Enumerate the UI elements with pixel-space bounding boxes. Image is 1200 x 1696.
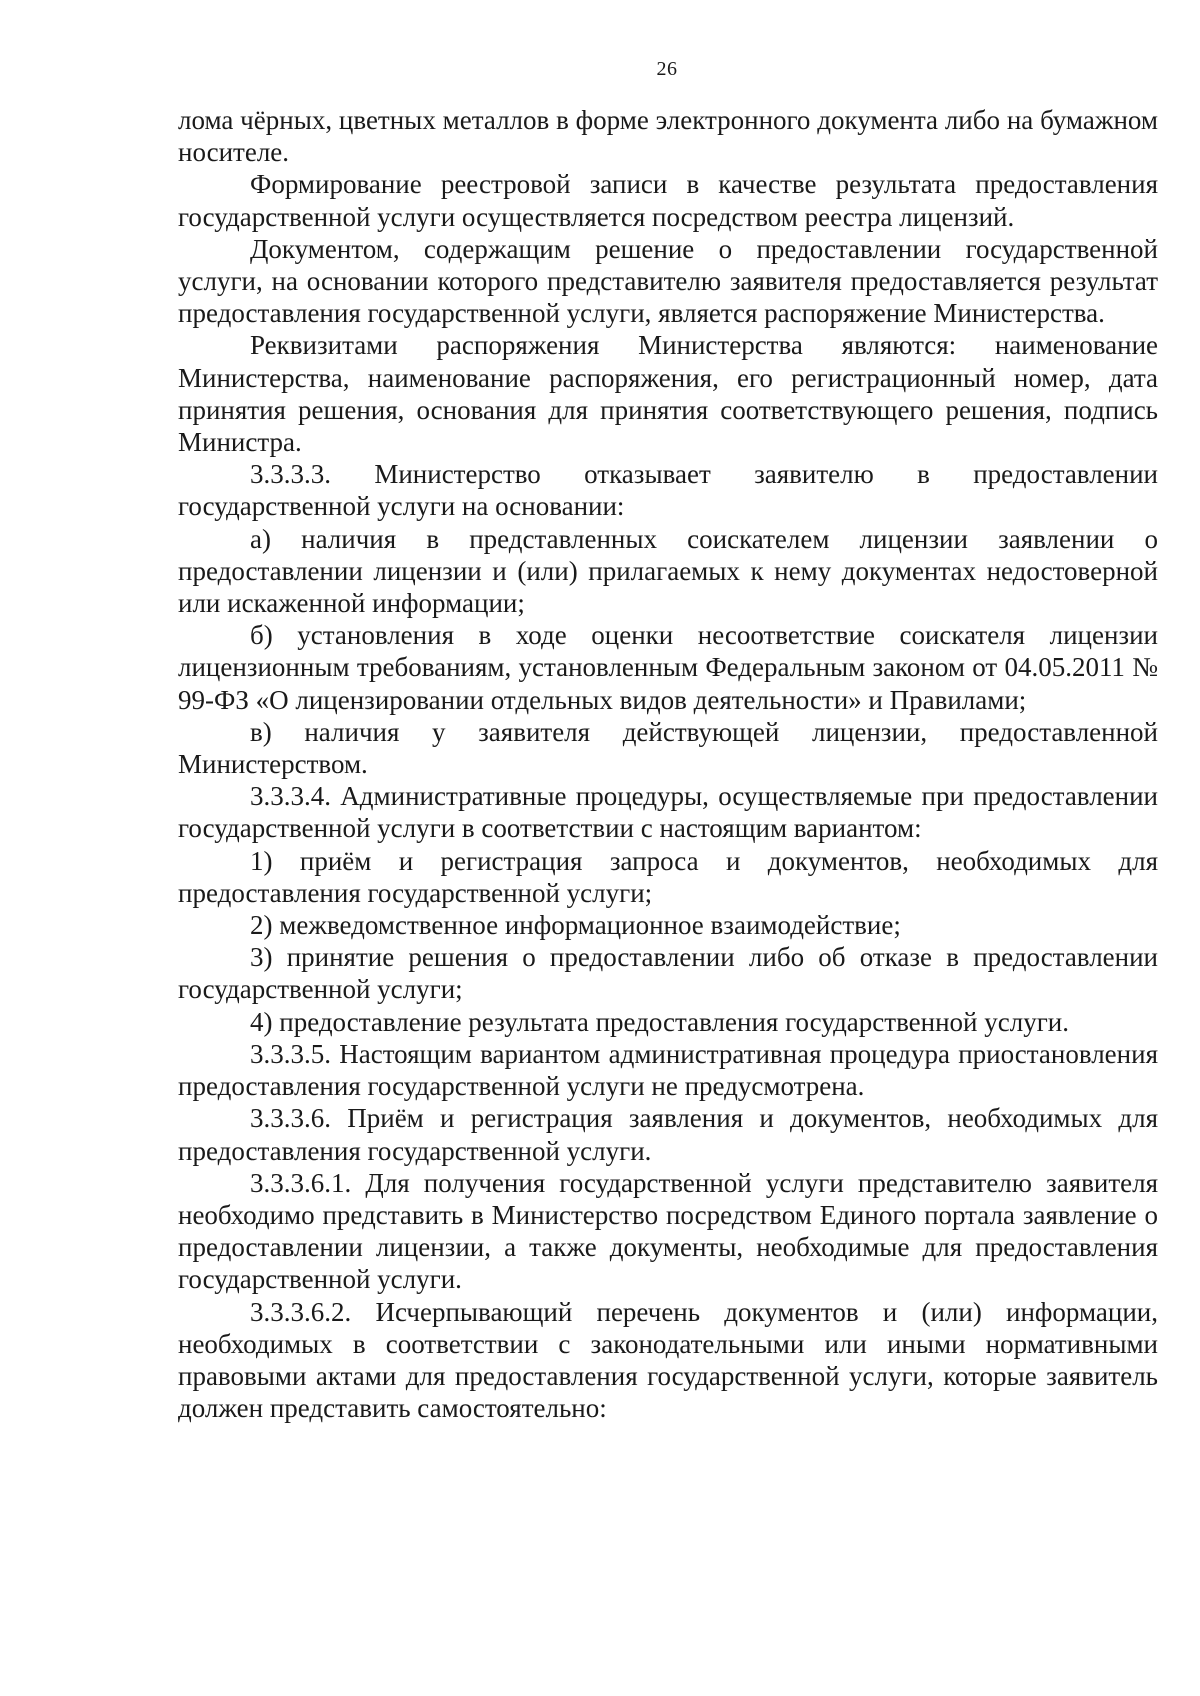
list-item-2: 2) межведомственное информационное взаимодействие;	[250, 910, 901, 941]
list-item-a: а) наличия в представленных соискателем лицензии заявлении о предоставлении лицензии и (или) прилагаемых к нему документах недостоверной или искаженной информации;	[178, 523, 1158, 619]
page-number: 26	[656, 58, 678, 80]
paragraph-3-3-3-6-1: 3.3.3.6.1. Для получения государственной услуги представителю заявителя необходимо представить в Министерство посредством Единого портала заявление о предоставлении лицензии, а также документы, необходимые для предоставления государственной услуги.	[178, 1167, 1158, 1295]
list-item-1: 1) приём и регистрация запроса и документов, необходимых для предоставления государственной услуги;	[178, 845, 1158, 908]
paragraph-3-3-3-4: 3.3.3.4. Административные процедуры, осуществляемые при предоставлении государственной услуги в соответствии с настоящим вариантом:	[178, 781, 1158, 844]
paragraph-3-3-3-6: 3.3.3.6. Приём и регистрация заявления и документов, необходимых для предоставления государственной услуги.	[178, 1103, 1158, 1166]
list-item-b: б) установления в ходе оценки несоответствие соискателя лицензии лицензионным требованиям, установленным Федеральным законом от 04.05.2011 № 99-ФЗ «О лицензировании отдельных видов деятельности» и Правилами;	[178, 620, 1158, 715]
paragraph-3-3-3-5: 3.3.3.5. Настоящим вариантом административная процедура приостановления предоставления государственной услуги не предусмотрена.	[178, 1038, 1158, 1102]
paragraph-3-3-3-6-2: 3.3.3.6.2. Исчерпывающий перечень документов и (или) информации, необходимых в соответствии с законодательными или иными нормативными правовыми актами для предоставления государственной услуги, которые заявитель должен представить самостоятельно:	[178, 1296, 1158, 1424]
paragraph-3-3-3-3: 3.3.3.3. Министерство отказывает заявителю в предоставлении государственной услуги на основании:	[178, 459, 1158, 522]
paragraph-decision-document: Документом, содержащим решение о предоставлении государственной услуги, на основании которого представителю заявителя предоставляется результат предоставления государственной услуги, является распоряжение Министерства.	[178, 233, 1158, 329]
paragraph-order-details: Реквизитами распоряжения Министерства являются: наименование Министерства, наименование распоряжения, его регистрационный номер, дата принятия решения, основания для принятия соответствующего решения, подпись Министра.	[178, 330, 1158, 458]
document-body	[178, 104, 1158, 1424]
list-item-v: в) наличия у заявителя действующей лицензии, предоставленной Министерством.	[178, 716, 1158, 780]
list-item-4: 4) предоставление результата предоставления государственной услуги.	[250, 1006, 1069, 1037]
paragraph-registry-record: Формирование реестровой записи в качестве результата предоставления государственной услуги осуществляется посредством реестра лицензий.	[178, 169, 1158, 232]
paragraph-continuation: лома чёрных, цветных металлов в форме электронного документа либо на бумажном носителе.	[178, 105, 1158, 168]
list-item-3: 3) принятие решения о предоставлении либо об отказе в предоставлении государственной услуги;	[178, 942, 1158, 1005]
